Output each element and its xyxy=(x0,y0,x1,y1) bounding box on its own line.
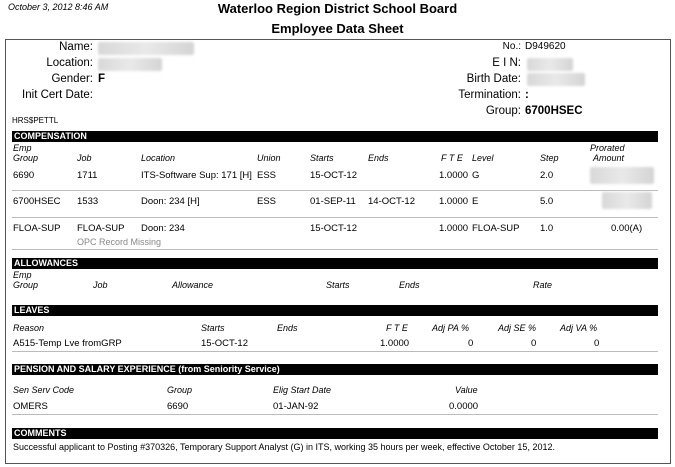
pension-col-value: Value xyxy=(455,385,478,395)
col-emp: Emp xyxy=(13,143,32,153)
comp-row-1-step: 2.0 xyxy=(540,170,554,181)
location-redacted xyxy=(98,58,162,71)
leave-row-1-adj-va: 0 xyxy=(594,338,600,349)
pension-col-group: Group xyxy=(167,385,193,395)
leaves-heading: LEAVES xyxy=(12,305,658,316)
comp-row-2-level: E xyxy=(472,196,479,207)
comp-row-3-group: FLOA-SUP xyxy=(13,223,61,234)
comp-row-1-union: ESS xyxy=(257,170,277,181)
col-group: Group xyxy=(13,153,39,163)
pension-row-1-code: OMERS xyxy=(13,401,48,412)
allow-col-group: Group xyxy=(13,280,39,290)
leave-row-1-adj-se: 0 xyxy=(531,338,537,349)
leave-col-adj-pa: Adj PA % xyxy=(432,323,470,333)
report-date: October 3, 2012 8:46 AM xyxy=(8,2,109,12)
col-step: Step xyxy=(540,153,559,163)
comp-row-1-fte: 1.0000 xyxy=(439,170,469,181)
col-location: Location xyxy=(141,153,176,163)
comp-row-3-amount: 0.00(A) xyxy=(611,223,643,234)
divider xyxy=(12,414,658,415)
divider xyxy=(12,190,658,191)
birth-date-label: Birth Date: xyxy=(466,73,521,85)
termination-label: Termination: xyxy=(458,89,521,101)
col-fte: F T E xyxy=(441,153,463,163)
pension-row-1-group: 6690 xyxy=(167,401,189,412)
ein-label: E I N: xyxy=(492,57,521,69)
comp-row-3-fte: 1.0000 xyxy=(439,223,469,234)
leave-row-1-starts: 15-OCT-12 xyxy=(201,338,248,349)
comp-row-2-ends: 14-OCT-12 xyxy=(368,196,415,207)
leave-col-fte: F T E xyxy=(386,323,408,333)
comp-row-2-location: Doon: 234 [H] xyxy=(141,196,200,207)
data-sheet-frame xyxy=(5,39,671,464)
comp-row-1-location: ITS-Software Sup: 171 [H] xyxy=(141,170,252,181)
pension-col-code: Sen Serv Code xyxy=(13,385,75,395)
name-label: Name: xyxy=(59,41,93,53)
comp-row-3-step: 1.0 xyxy=(540,223,554,234)
allow-col-allowance: Allowance xyxy=(172,280,214,290)
pension-col-elig: Elig Start Date xyxy=(273,385,332,395)
comp-row-2-fte: 1.0000 xyxy=(439,196,469,207)
comp-row-3-starts: 15-OCT-12 xyxy=(310,223,357,234)
col-prorated: Prorated xyxy=(590,143,625,153)
gender-label: Gender: xyxy=(51,73,93,85)
board-name: Waterloo Region District School Board xyxy=(217,1,458,16)
compensation-heading: COMPENSATION xyxy=(12,131,658,142)
allow-col-job: Job xyxy=(93,280,108,290)
comp-row-2-union: ESS xyxy=(257,196,277,207)
comp-row-2-job: 1533 xyxy=(77,196,99,207)
group-value: 6700HSEC xyxy=(525,105,583,117)
comp-row-1-job: 1711 xyxy=(77,170,98,181)
divider xyxy=(12,351,658,352)
leave-col-adj-va: Adj VA % xyxy=(560,323,598,333)
allowances-heading: ALLOWANCES xyxy=(12,258,658,269)
employee-no-label: No.: xyxy=(502,41,521,52)
comp-row-3-job: FLOA-SUP xyxy=(77,223,125,234)
employee-no-value: D949620 xyxy=(525,41,566,52)
gender-value: F xyxy=(98,73,106,85)
location-label: Location: xyxy=(46,57,93,69)
comp-row-1-starts: 15-OCT-12 xyxy=(310,170,357,181)
comp-row-1-level: G xyxy=(472,170,480,181)
col-ends: Ends xyxy=(368,153,389,163)
col-job: Job xyxy=(77,153,92,163)
leave-col-starts: Starts xyxy=(201,323,225,333)
comp-row-2-starts: 01-SEP-11 xyxy=(310,196,356,207)
allow-col-emp: Emp xyxy=(13,270,32,280)
document-title: Employee Data Sheet xyxy=(271,21,404,36)
leave-col-reason: Reason xyxy=(13,323,45,333)
col-union: Union xyxy=(257,153,281,163)
divider xyxy=(12,217,658,218)
birth-date-redacted xyxy=(527,73,585,86)
comments-heading: COMMENTS xyxy=(12,428,658,439)
comp-row-1-amount-redacted xyxy=(590,167,654,184)
termination-value: : xyxy=(525,89,529,101)
leave-row-1-adj-pa: 0 xyxy=(468,338,474,349)
comp-row-3-level: FLOA-SUP xyxy=(472,223,520,234)
col-starts: Starts xyxy=(310,153,334,163)
pension-heading: PENSION AND SALARY EXPERIENCE (from Seniority Service) xyxy=(12,364,658,375)
col-amount: Amount xyxy=(593,153,625,163)
pension-row-1-elig: 01-JAN-92 xyxy=(273,401,319,412)
comp-row-2-amount-redacted xyxy=(602,192,652,209)
allow-col-starts: Starts xyxy=(326,280,350,290)
opc-note: OPC Record Missing xyxy=(77,237,162,247)
report-code: HRS$PETTL xyxy=(12,116,59,125)
divider xyxy=(12,249,658,250)
allow-col-rate: Rate xyxy=(533,280,553,290)
init-cert-label: Init Cert Date: xyxy=(22,89,93,101)
comp-row-2-step: 5.0 xyxy=(540,196,554,207)
name-redacted xyxy=(98,42,194,55)
allow-col-ends: Ends xyxy=(399,280,420,290)
group-label: Group: xyxy=(485,105,521,117)
leave-col-adj-se: Adj SE % xyxy=(498,323,537,333)
comp-row-1-group: 6690 xyxy=(13,170,35,181)
pension-row-1-value: 0.0000 xyxy=(449,401,479,412)
leave-row-1-fte: 1.0000 xyxy=(380,338,410,349)
col-level: Level xyxy=(472,153,494,163)
comp-row-2-group: 6700HSEC xyxy=(13,196,61,207)
comp-row-3-location: Doon: 234 xyxy=(141,223,185,234)
leave-row-1-reason: A515-Temp Lve fromGRP xyxy=(13,338,122,349)
ein-redacted xyxy=(527,58,573,71)
leave-col-ends: Ends xyxy=(277,323,298,333)
comments-text: Successful applicant to Posting #370326, Temporary Support Analyst (G) in ITS, working 35 hours per week, effective October 15, 2012. xyxy=(13,442,555,452)
